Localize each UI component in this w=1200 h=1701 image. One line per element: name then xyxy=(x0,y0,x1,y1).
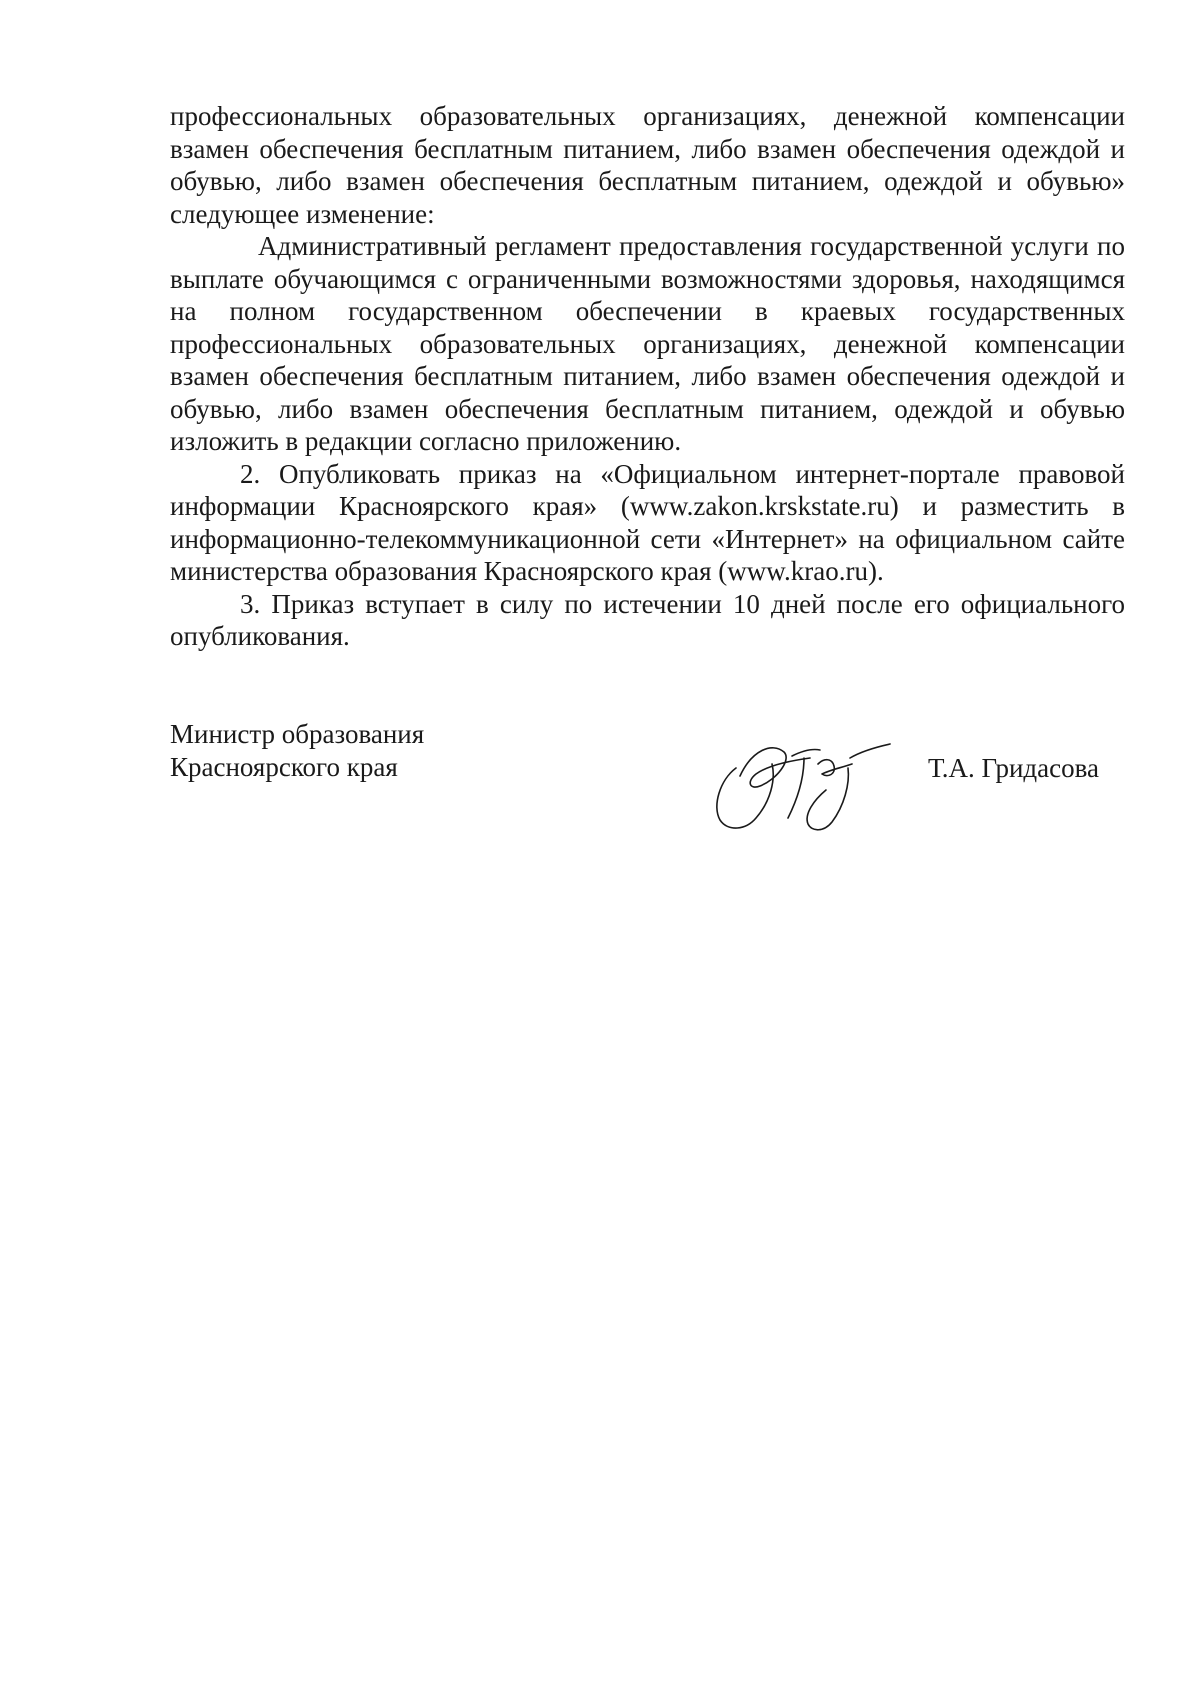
signatory-position xyxy=(170,718,424,784)
paragraph-item-2: 2. Опубликовать приказ на «Официальном интернет-портале правовой информации Красноярского края» (www.zakon.krskstate.ru) и разместить в информационно-телекоммуникационной сети «Интернет» на официальном сайте министерства образования Красноярского края (www.krao.ru). xyxy=(170,458,1125,586)
position-line-2: Красноярского края xyxy=(170,752,398,782)
paragraph-continuation: профессиональных образовательных организациях, денежной компенсации взамен обеспечения бесплатным питанием, либо взамен обеспечения одеждой и обувью, либо взамен обеспечения бесплатным питанием, одеждой и обувью» следующее изменение: xyxy=(170,101,1125,229)
paragraph-regulation: Административный регламент предоставления государственной услуги по выплате обучающимся с ограниченными возможностями здоровья, находящимся на полном государственном обеспечении в краевых государственных профессиональных образовательных организациях, денежной компенсации взамен обеспечения бесплатным питанием, либо взамен обеспечения одеждой и обувью, либо взамен обеспечения бесплатным питанием, одеждой и обувью изложить в редакции согласно приложению. xyxy=(170,231,1125,456)
signer-name: Т.А. Гридасова xyxy=(928,753,1099,783)
position-line-1: Министр образования xyxy=(170,719,425,749)
handwritten-signature xyxy=(700,728,900,838)
paragraph-item-3: 3. Приказ вступает в силу по истечении 10 дней после его официального опубликования. xyxy=(170,588,1125,651)
document-body xyxy=(170,100,1125,653)
